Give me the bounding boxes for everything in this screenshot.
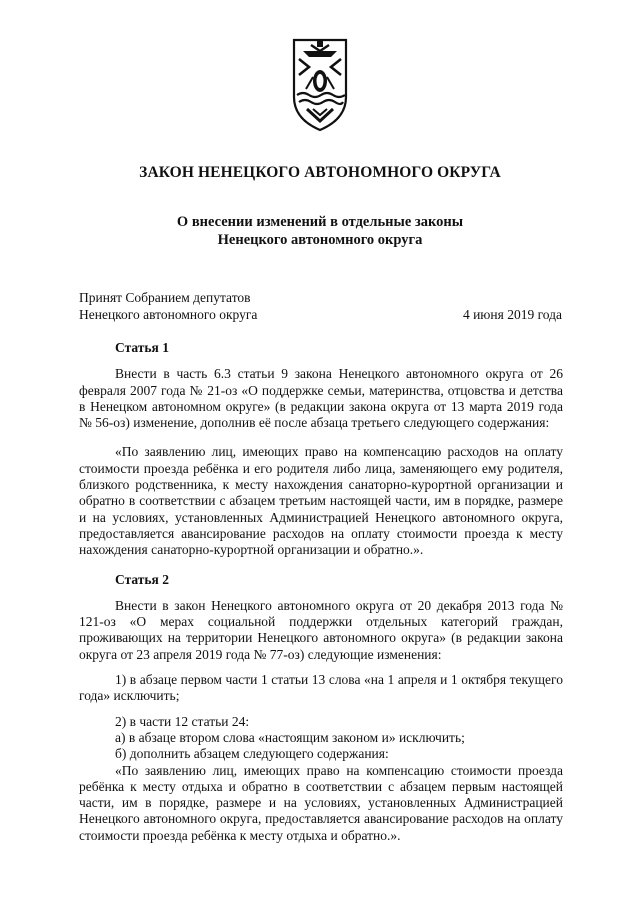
adopted-line-1: Принят Собранием депутатов (79, 290, 251, 305)
adopted-date: 4 июня 2019 года (462, 307, 562, 322)
subtitle-line-2: Ненецкого автономного округа (217, 232, 423, 248)
article-2-item-2: 2) в части 12 статьи 24: (115, 713, 250, 729)
law-body (79, 340, 563, 844)
article-2-paragraph-1: Внести в закон Ненецкого автономного округа от 20 декабря 2013 года № 121-оз «О мерах социальной поддержки отдельных категорий граждан, проживающих на территории Ненецкого автономного округа» (в редакции закона округа от 23 апреля 2019 года № 77-оз) следующие изменения: (79, 597, 563, 662)
adopted-by (79, 289, 257, 323)
article-1-paragraph-1: Внести в часть 6.3 статьи 9 закона Ненецкого автономного округа от 26 февраля 2007 года № 21-оз «О поддержке семьи, материнства, отцовства и детства в Ненецком автономном округе» (в редакции закона округа от 13 марта 2019 года № 56-оз) изменение, дополнив её после абзаца третьего следующего содержания: (79, 366, 563, 431)
article-2-item-2b: б) дополнить абзацем следующего содержания: (115, 746, 389, 762)
coat-of-arms-emblem (291, 37, 349, 133)
article-2-item-1: 1) в абзаце первом части 1 статьи 13 слова «на 1 апреля и 1 октября текущего года» исключить; (79, 672, 563, 704)
law-subtitle (0, 213, 640, 249)
article-2-heading: Статья 2 (115, 571, 169, 587)
article-2-item-2a: а) в абзаце втором слова «настоящим законом и» исключить; (115, 729, 465, 745)
subtitle-line-1: О внесении изменений в отдельные законы (176, 214, 464, 230)
article-1-heading: Статья 1 (115, 340, 169, 355)
law-title: ЗАКОН НЕНЕЦКОГО АВТОНОМНОГО ОКРУГА (139, 164, 501, 181)
adopted-line-2: Ненецкого автономного округа (79, 307, 258, 322)
article-2-quote: «По заявлению лиц, имеющих право на компенсацию стоимости проезда ребёнка к месту отдыха и обратно в соответствии с абзацем первым настоящей части, им в порядке, размере и на условиях, установленных Администрацией Ненецкого автономного округа, предоставляется авансирование расходов на оплату стоимости проезда ребёнка к месту отдыха и обратно.». (79, 762, 563, 843)
article-1-quote: «По заявлению лиц, имеющих право на компенсацию расходов на оплату стоимости проезда ребёнка и его родителя либо лица, заменяющего ему родителя, близкого родственника, к месту нахождения санаторно-курортной организации и обратно в соответствии с абзацем третьим настоящей части, им в порядке, размере и на условиях, установленных Администрацией Ненецкого автономного округа, предоставляется авансирование расходов на оплату стоимости проезда к месту нахождения санаторно-курортной организации и обратно.». (79, 444, 563, 558)
